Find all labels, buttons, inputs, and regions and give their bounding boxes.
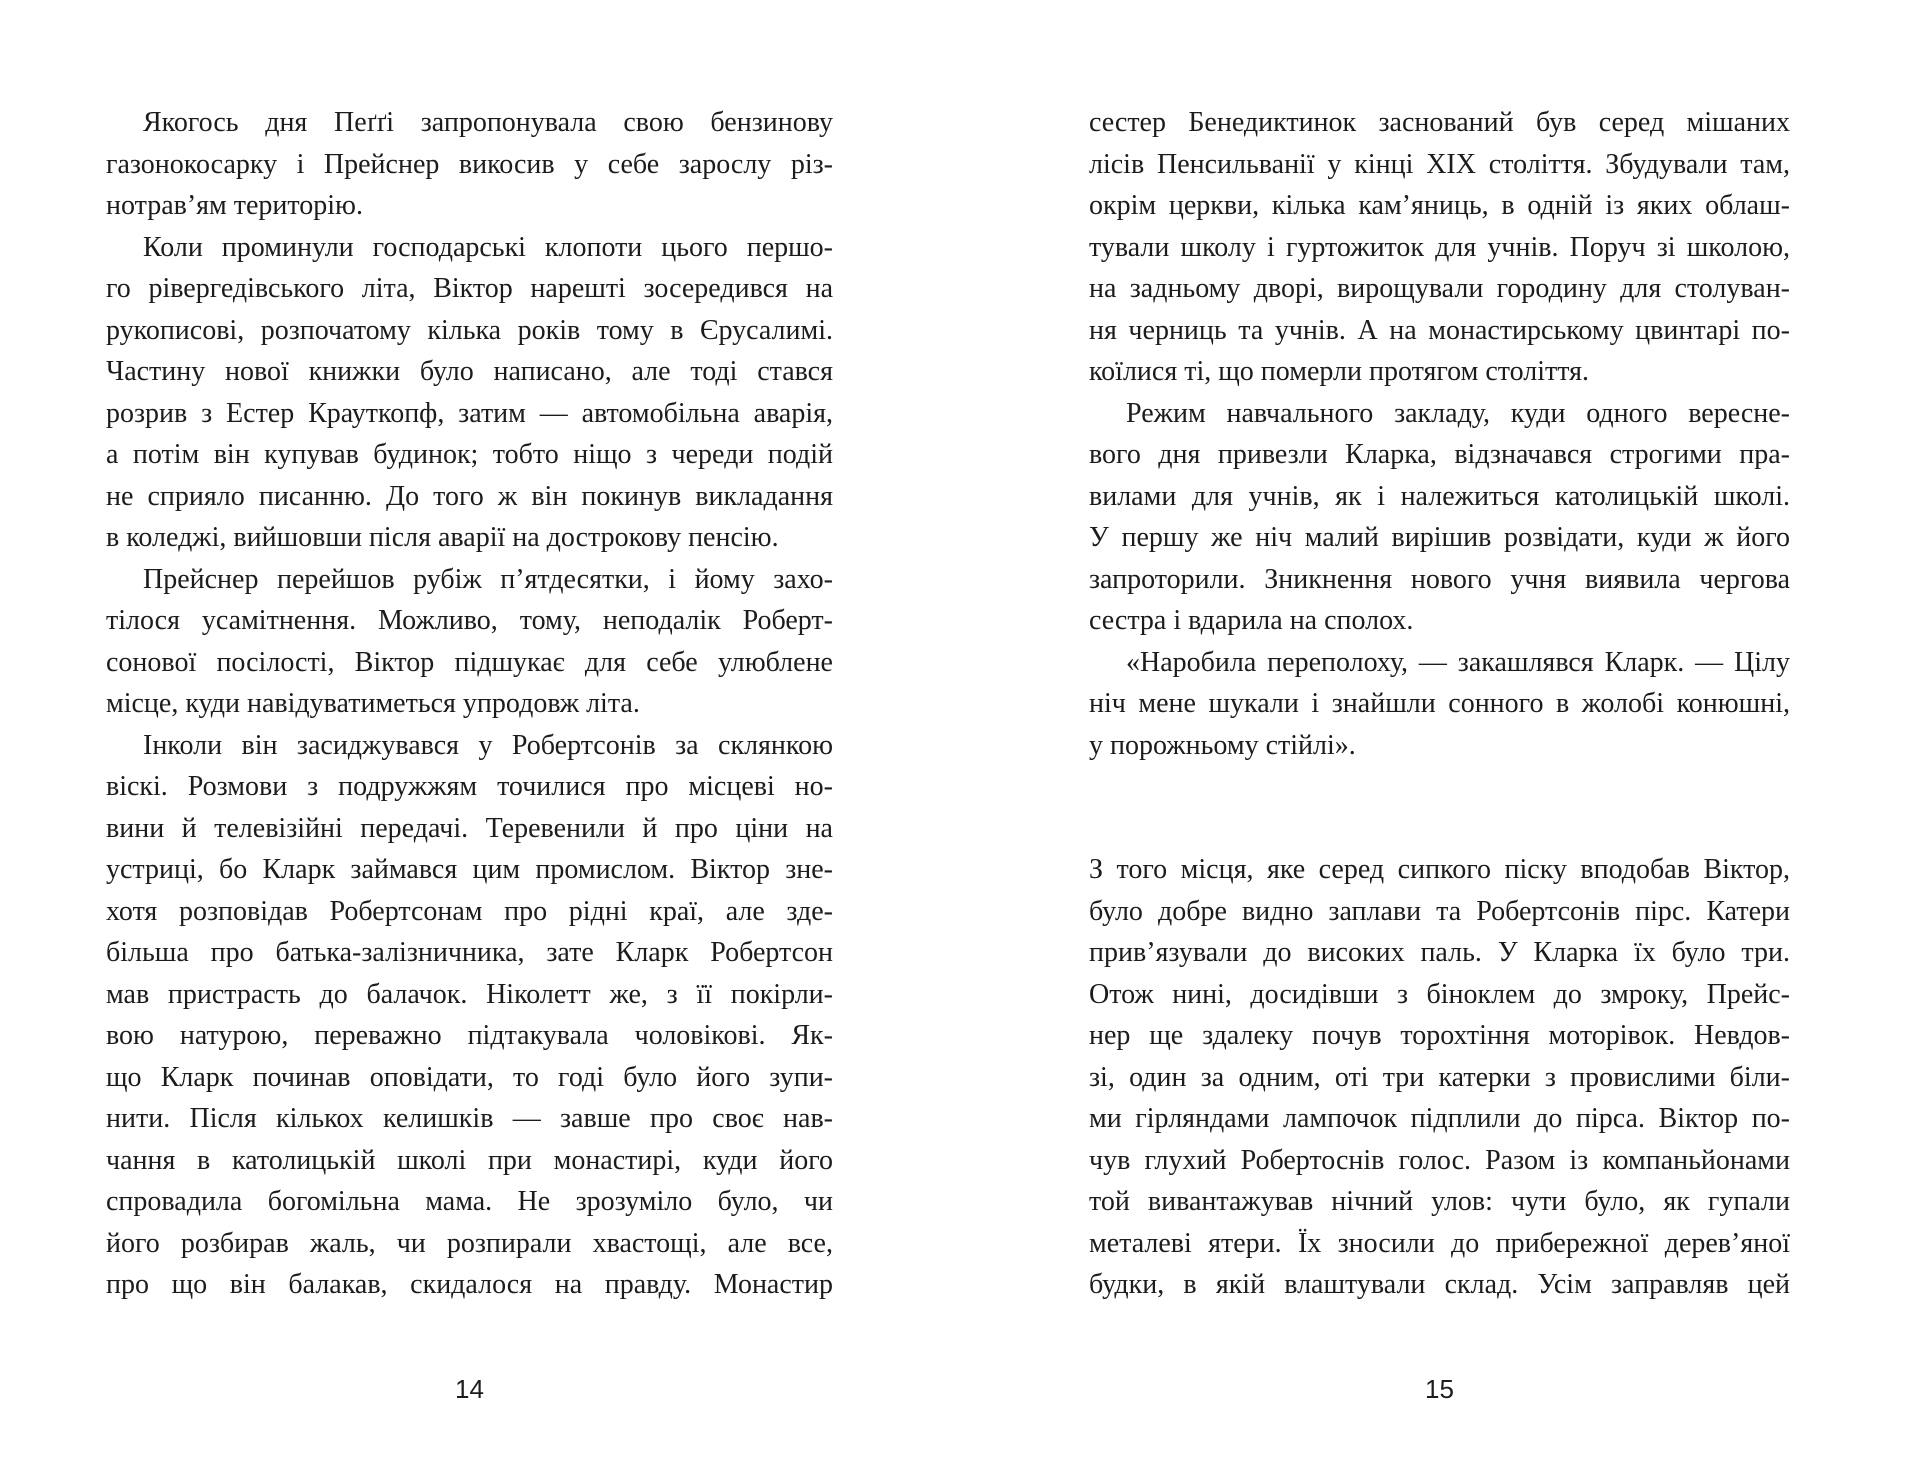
paragraph	[106, 227, 833, 559]
text-line: газонокосарку і Прейснер викосив у себе зарослу різ-	[106, 148, 833, 180]
text-line: коїлися ті, що померли протягом століття.	[1089, 356, 1589, 387]
paragraph	[1089, 849, 1790, 1306]
text-line: хотя розповідав Робертсонам про рідні краї, але зде-	[106, 895, 833, 927]
paragraph	[1089, 642, 1790, 767]
text-line: що Кларк починав оповідати, то годі було його зупи-	[106, 1061, 833, 1093]
text-line: розрив з Естер Крауткопф, затим — автомобільна аварія,	[106, 397, 833, 429]
text-line: віскі. Розмови з подружжям точилися про місцеві но-	[106, 771, 833, 802]
text-line: Отож нині, досидівши з біноклем до змроку, Прейс-	[1089, 978, 1790, 1010]
paragraph	[1089, 393, 1790, 642]
text-line: в коледжі, вийшовши після аварії на дострокову пенсію.	[106, 522, 779, 553]
text-line: нити. Після кількох келишків — завше про своє нав-	[106, 1103, 833, 1134]
text-line: окрім церкви, кілька кам’яниць, в одній із яких облаш-	[1089, 190, 1790, 221]
text-line: запроторили. Зникнення нового учня виявила чергова	[1089, 563, 1790, 595]
text-line: лісів Пенсильванії у кінці XIX століття. Збудували там,	[1089, 148, 1790, 180]
section-break	[1089, 766, 1790, 849]
text-line: місце, куди навідуватиметься упродовж літа.	[106, 688, 640, 719]
text-line: було добре видно заплави та Робертсонів пірс. Катери	[1089, 895, 1790, 927]
text-line: «Наробила переполоху, — закашлявся Кларк. — Цілу	[1126, 646, 1790, 678]
text-line: го рівергедівського літа, Віктор нарешті зосередився на	[106, 273, 833, 304]
text-line: Частину нової книжки було написано, але тоді стався	[106, 356, 833, 387]
text-line: Коли проминули господарські клопоти цього першо-	[143, 231, 833, 263]
text-line: чув глухий Робертоснів голос. Разом із компаньйонами	[1089, 1144, 1790, 1176]
text-line: Прейснер перейшов рубіж п’ятдесятки, і йому захо-	[143, 563, 833, 595]
text-line: ніч мене шукали і знайшли сонного в жолобі конюшні,	[1089, 688, 1790, 719]
text-line: Інколи він засиджувався у Робертсонів за склянкою	[143, 729, 833, 761]
text-line: будки, в якій влаштували склад. Усім заправляв цей	[1089, 1269, 1790, 1300]
text-line: вою натурою, переважно підтакувала чоловікові. Як-	[106, 1020, 833, 1051]
text-line: З того місця, яке серед сипкого піску вподобав Віктор,	[1089, 854, 1790, 885]
page-number-right: 15	[1425, 1374, 1454, 1404]
text-line: нер ще здалеку почув торохтіння моторівок. Невдов-	[1089, 1020, 1790, 1051]
text-line: металеві ятери. Їх зносили до прибережної дерев’яної	[1089, 1227, 1790, 1259]
text-line: не сприяло писанню. До того ж він покинув викладання	[106, 480, 833, 512]
paragraph	[106, 102, 833, 227]
text-line: його розбирав жаль, чи розпирали хвастощі, але все,	[106, 1227, 833, 1259]
text-line: більша про батька-залізничника, зате Кларк Робертсон	[106, 937, 833, 968]
text-line: нотрав’ям територію.	[106, 190, 363, 221]
text-line: зі, один за одним, оті три катерки з провислими біли-	[1089, 1061, 1790, 1093]
text-line: вини й телевізійні передачі. Теревенили й про ціни на	[106, 812, 833, 844]
page-number-left: 14	[455, 1374, 484, 1404]
text-line: спровадила богомільна мама. Не зрозуміло було, чи	[106, 1186, 833, 1217]
text-line: про що він балакав, скидалося на правду. Монастир	[106, 1269, 833, 1300]
text-line: мав пристрасть до балачок. Ніколетт же, з її покірли-	[106, 978, 833, 1010]
text-line: вилами для учнів, як і належиться католицькій школі.	[1089, 480, 1790, 512]
text-line: устриці, бо Кларк займався цим промислом. Віктор зне-	[106, 854, 833, 885]
text-line: У першу же ніч малий вирішив розвідати, куди ж його	[1089, 522, 1790, 553]
text-line: вого дня привезли Кларка, відзначався строгими пра-	[1089, 439, 1790, 470]
text-line: тували школу і гуртожиток для учнів. Поруч зі школою,	[1089, 231, 1790, 263]
text-line: той вивантажував нічний улов: чути було, як гупали	[1089, 1186, 1790, 1217]
text-line: ми гірляндами лампочок підплили до пірса. Віктор по-	[1089, 1103, 1790, 1134]
page-right-text	[1089, 102, 1790, 1306]
paragraph	[106, 559, 833, 725]
text-line: сестер Бенедиктинок заснований був серед мішаних	[1089, 107, 1790, 138]
text-line: у порожньому стійлі».	[1089, 729, 1356, 761]
text-line: рукописові, розпочатому кілька років тому в Єрусалимі.	[106, 314, 833, 346]
text-line: на задньому дворі, вирощували городину для столуван-	[1089, 273, 1790, 304]
text-line: чання в католицькій школі при монастирі, куди його	[106, 1144, 833, 1176]
paragraph	[106, 725, 833, 1306]
text-line: а потім він купував будинок; тобто ніщо з череди подій	[106, 439, 833, 470]
text-line: сестра і вдарила на сполох.	[1089, 605, 1414, 636]
page-left-text	[106, 102, 833, 1306]
paragraph	[1089, 102, 1790, 393]
text-line: сонової посілості, Віктор підшукає для себе улюблене	[106, 646, 833, 678]
text-line: Режим навчального закладу, куди одного вересне-	[1126, 397, 1790, 429]
text-line: Якогось дня Пеґґі запропонувала свою бензинову	[143, 107, 833, 138]
text-line: прив’язували до високих паль. У Кларка їх було три.	[1089, 937, 1790, 968]
text-line: тілося усамітнення. Можливо, тому, неподалік Роберт-	[106, 605, 833, 636]
text-line: ня черниць та учнів. А на монастирському цвинтарі по-	[1089, 314, 1790, 346]
